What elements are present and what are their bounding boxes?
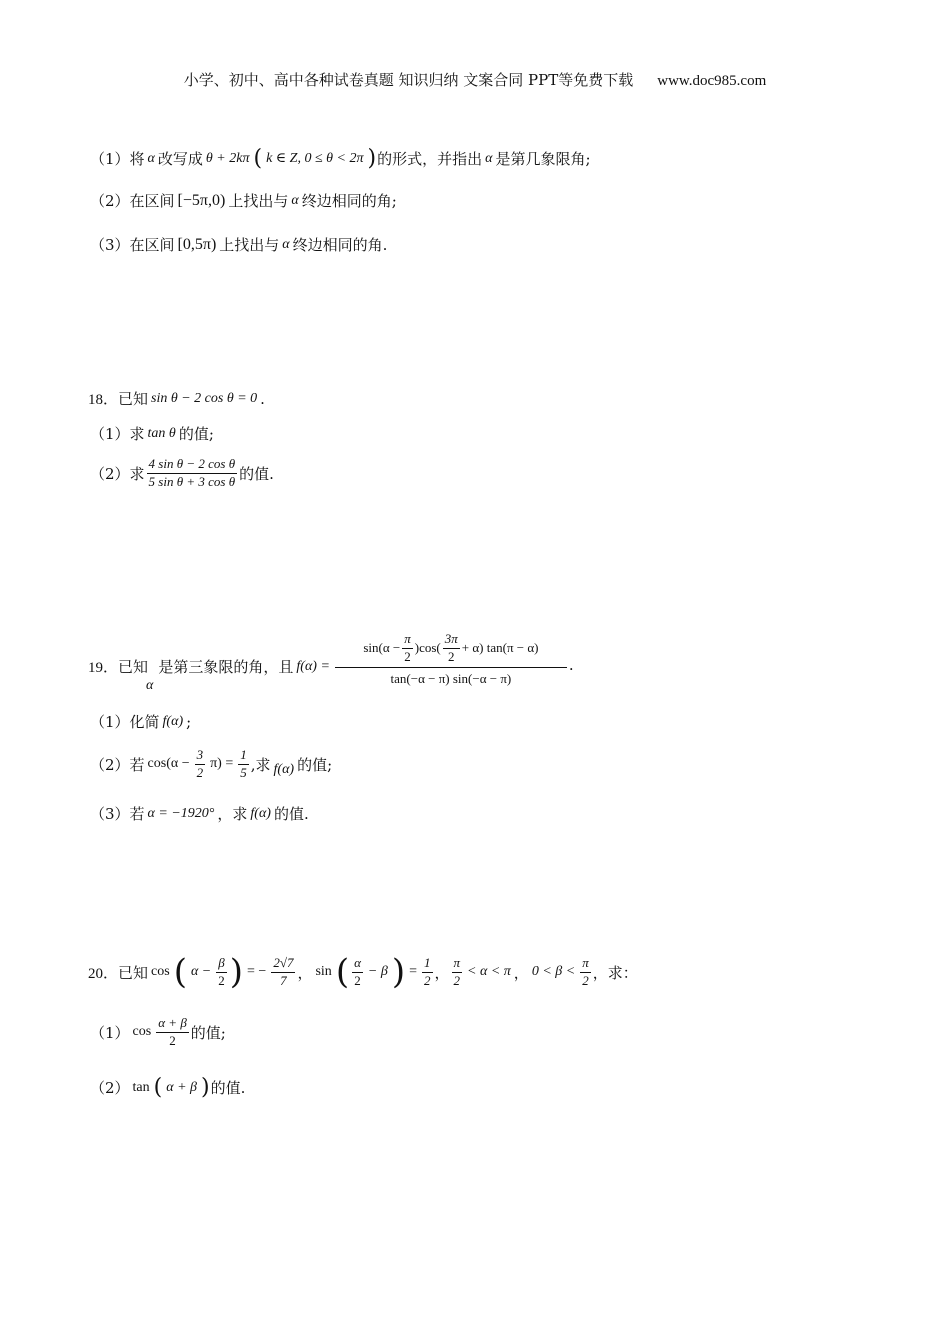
q20-part2: （2） tan ( α + β ) 的值.	[90, 1075, 246, 1100]
q18-part1: （1）求 tan θ 的值;	[90, 425, 214, 443]
q17-part2: （2）在区间 [−5π,0) 上找出与 α 终边相同的角;	[90, 191, 397, 210]
q17-part3: （3）在区间 [0,5π) 上找出与 α 终边相同的角.	[90, 235, 388, 254]
q19-part3: （3）若 α = −1920° ，求 f(α) 的值.	[90, 805, 309, 823]
q20-stem: 20．已知 cos ( α − $\frac{\beta}{2}$ ) = − $\frac{2√7}{7}$ ， sin ( $\frac{\alpha}{2}$ − β ) = $\frac{1}{2}$ ， $\frac{\pi}{2}$ < α < π ， 0 < β < $\frac{\pi}{2}$ ，求：	[88, 952, 638, 992]
q18-stem: 18．已知 sin θ − 2 cos θ = 0 .	[88, 389, 265, 408]
header-text: 小学、初中、高中各种试卷真题 知识归纳 文案合同 PPT等免费下载	[183, 71, 634, 89]
q19-fraction: sin(α − $\frac{\pi}{2}$ )cos( $\frac{3\pi}{2}$ + α) tan(π − α) tan(−α − π) sin(−α − π)	[335, 632, 567, 687]
q19-stem: 19．已知 α 是第三象限的角，且 f(α) = sin(α − $\frac{\pi}{2}$ )cos( $\frac{3\pi}{2}$ + α) tan(π − α) tan(−α − π) sin(−α − π) .	[88, 631, 574, 693]
header-url[interactable]: www.doc985.com	[657, 73, 767, 89]
q19-part1: （1）化简 f(α) ;	[90, 712, 192, 731]
page-header	[0, 69, 950, 90]
q19-part2: （2）若 cos(α − $\frac{3}{2}$ π) = $\frac{1}{5}$ ,求 f(α) 的值;	[90, 747, 333, 780]
q18-fraction: $\frac{\text{4 sin θ − 2 cos θ}}{\text{5 sin θ + 3 cos θ}}$	[148, 456, 236, 489]
q20-part1: （1） cos $\frac{\alpha + \beta}{2}$ 的值;	[90, 1015, 226, 1048]
q17-part1: （1）将 α 改写成 θ + 2kπ ( k ∈ Z, 0 ≤ θ < 2π ) 的形式，并指出 α 是第几象限角;	[90, 146, 591, 171]
q18-part2: （2）求 $\frac{\text{4 sin θ − 2 cos θ}}{\text{5 sin θ + 3 cos θ}}$ 的值.	[90, 456, 274, 489]
